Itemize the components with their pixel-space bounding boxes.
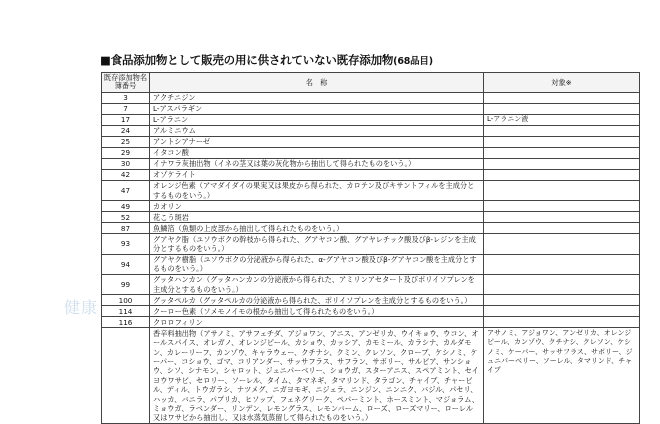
table-row [102, 103, 640, 114]
cell-target [484, 103, 640, 114]
table-row [102, 306, 640, 317]
table-row [102, 275, 640, 295]
cell-number: 94 [102, 254, 150, 274]
cell-target [484, 169, 640, 180]
cell-number: 3 [102, 92, 150, 103]
table-row [102, 158, 640, 169]
cell-target: L-アラニン液 [484, 114, 640, 125]
page-title [100, 52, 640, 68]
cell-name: 香辛料抽出物（アサノミ、アサフェチダ、アジョワン、アニス、アンゼリカ、ウイキョウ、ウコン、オールスパイス、オレガノ、オレンジピール、カショウ、カッシア、カモミール、カラシナ、カルダモン、カレーリーフ、カンゾウ、キャラウェー、クチナシ、クミン、クレソン、クローブ、ケシノミ、ケーパー、コショウ、ゴマ、コリアンダー、サッサフラス、サフラン、サボリー、サルビア、サンショウ、シソ、シナモン、シャロット、ジュニパーベリー、ショウガ、スターアニス、スペアミント、セイヨウワサビ、セロリー、ソーレル、タイム、タマネギ、タマリンド、タラゴン、チャイブ、チャービル、ディル、トウガラシ、ナツメグ、ニガヨモギ、ニジェラ、ニンジン、ニンニク、バジル、パセリ、ハッカ、バニラ、パプリカ、ヒソップ、フェネグリーク、ペパーミント、ホースミント、マジョラム、ミョウガ、ラベンダー、リンデン、レモングラス、レモンバーム、ローズ、ローズマリー、ローレル又はワサビから抽出し、又は水蒸気蒸留して得られたものをいう。） [150, 328, 484, 424]
cell-number: 24 [102, 125, 150, 136]
cell-name: クーロー色素（ソメモノイモの根から抽出して得られたものをいう。） [150, 306, 484, 317]
cell-number: 100 [102, 295, 150, 306]
cell-number: 17 [102, 114, 150, 125]
table-row [102, 136, 640, 147]
additives-table [101, 72, 640, 424]
cell-name: グッタハンカン（グッタハンカンの分泌液から得られた、アミリンアセタート及びポリイソプレンを主成分とするものをいう。） [150, 275, 484, 295]
cell-name: グッタペルカ（グッタペルカの分泌液から得られた、ポリイソプレンを主成分とするものをいう。） [150, 295, 484, 306]
cell-target [484, 295, 640, 306]
cell-number: 42 [102, 169, 150, 180]
cell-name: オレンジ色素（アマダイダイの果実又は果皮から得られた、カロテン及びキサントフィルを主成分とするものをいう。） [150, 180, 484, 200]
cell-name: カオリン [150, 201, 484, 212]
cell-name: アントシアナーゼ [150, 136, 484, 147]
table-body [102, 92, 640, 423]
cell-target [484, 254, 640, 274]
cell-target [484, 223, 640, 234]
cell-number: 30 [102, 158, 150, 169]
table-row [102, 147, 640, 158]
cell-target [484, 147, 640, 158]
table-row [102, 201, 640, 212]
cell-number: 47 [102, 180, 150, 200]
cell-number: 49 [102, 201, 150, 212]
cell-target [484, 125, 640, 136]
cell-number: 114 [102, 306, 150, 317]
table-row [102, 223, 640, 234]
cell-number: 7 [102, 103, 150, 114]
cell-number: 29 [102, 147, 150, 158]
cell-name: グアヤク樹脂（ユソウボクの分泌液から得られた、α-グアヤコン酸及びβ-グアヤコン酸を主成分とするものをいう。） [150, 254, 484, 274]
table-row [102, 169, 640, 180]
table-header-row [102, 73, 640, 93]
table-row [102, 212, 640, 223]
header-number: 既存添加物名簿番号 [102, 73, 150, 93]
cell-number: 25 [102, 136, 150, 147]
table-row [102, 328, 640, 424]
cell-target [484, 234, 640, 254]
cell-name: 花こう斑岩 [150, 212, 484, 223]
table-row [102, 180, 640, 200]
cell-number: 99 [102, 275, 150, 295]
cell-name: イナワラ灰抽出物（イネの茎又は葉の灰化物から抽出して得られたものをいう。） [150, 158, 484, 169]
watermark: 健康 [64, 298, 99, 317]
cell-target [484, 275, 640, 295]
table-row [102, 125, 640, 136]
cell-target [484, 317, 640, 328]
header-name: 名 称 [150, 73, 484, 93]
cell-target [484, 158, 640, 169]
cell-name: グアヤク脂（ユソウボクの幹枝から得られた、グアヤコン酸、グアヤレチック酸及びβ-レジンを主成分とするものをいう。） [150, 234, 484, 254]
header-target: 対象※ [484, 73, 640, 93]
cell-name: クロロフィリン [150, 317, 484, 328]
cell-name: L-アスパラギン [150, 103, 484, 114]
cell-number: 93 [102, 234, 150, 254]
cell-name: L-アラニン [150, 114, 484, 125]
cell-number: 52 [102, 212, 150, 223]
cell-target [484, 92, 640, 103]
cell-target [484, 180, 640, 200]
cell-number: 87 [102, 223, 150, 234]
cell-name: イタコン酸 [150, 147, 484, 158]
table-row [102, 92, 640, 103]
table-row [102, 114, 640, 125]
table-row [102, 254, 640, 274]
cell-target: アサノミ、アジョワン、アンゼリカ、オレンジピール、カンゾウ、クチナシ、クレソン、ケシノミ、ケーパー、サッサフラス、サボリー、ジュニパーベリー、ソーレル、タマリンド、チャイブ [484, 328, 640, 424]
cell-target [484, 212, 640, 223]
cell-name: 魚鱗箔（魚類の上皮部から抽出して得られたものをいう。） [150, 223, 484, 234]
title-main: ■食品添加物として販売の用に供されていない既存添加物 [100, 53, 394, 67]
cell-target [484, 136, 640, 147]
cell-target [484, 306, 640, 317]
table-row [102, 295, 640, 306]
cell-number: 116 [102, 317, 150, 328]
cell-number [102, 328, 150, 424]
table-row [102, 234, 640, 254]
cell-name: アルミニウム [150, 125, 484, 136]
table-row [102, 317, 640, 328]
cell-name: アクチニジン [150, 92, 484, 103]
title-count: (68品目) [393, 56, 433, 67]
cell-target [484, 201, 640, 212]
cell-name: オゾケライト [150, 169, 484, 180]
